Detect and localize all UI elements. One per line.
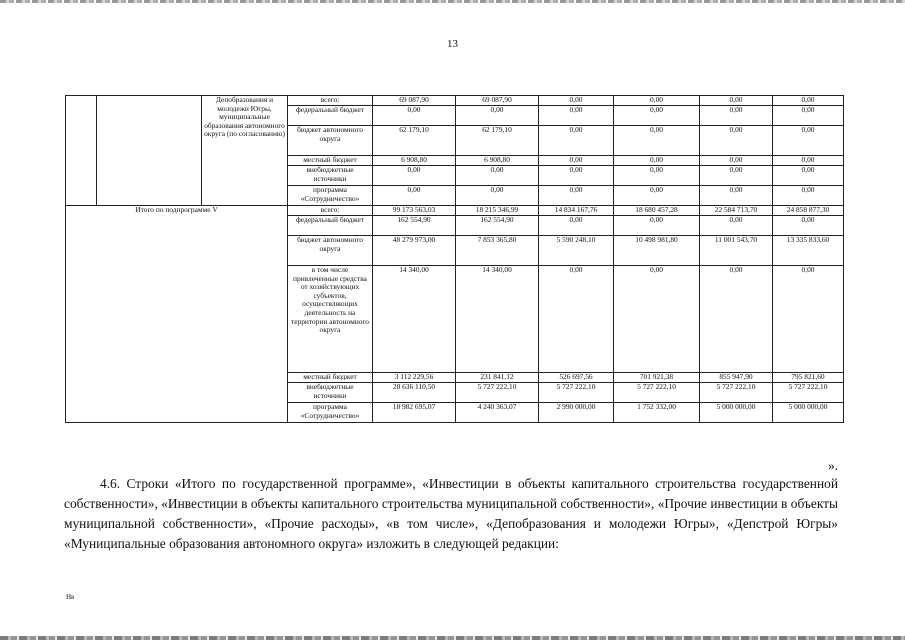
amount-cell: 0,00 <box>700 126 773 156</box>
amount-cell: 48 279 973,00 <box>373 236 456 266</box>
amount-cell: 0,00 <box>614 96 700 106</box>
amount-cell: 0,00 <box>614 216 700 236</box>
amount-cell: 14 340,00 <box>373 266 456 373</box>
amount-cell: 0,00 <box>700 186 773 206</box>
amount-cell: 14 834 167,76 <box>539 206 614 216</box>
amount-cell: 0,00 <box>614 186 700 206</box>
funding-source-cell: всего: <box>288 206 373 216</box>
funding-source-cell: программа «Сотрудничество» <box>288 403 373 423</box>
amount-cell: 18 982 695,07 <box>373 403 456 423</box>
subprogram-total-label: Итого по подпрограмме V <box>66 206 288 423</box>
amount-cell: 0,00 <box>700 216 773 236</box>
amount-cell: 5 727 222,10 <box>456 383 539 403</box>
amount-cell: 0,00 <box>539 216 614 236</box>
funding-source-cell: федеральный бюджет <box>288 106 373 126</box>
amount-cell: 0,00 <box>773 266 844 373</box>
table-row <box>66 96 844 106</box>
amount-cell: 0,00 <box>614 156 700 166</box>
amount-cell: 69 087,90 <box>456 96 539 106</box>
amount-cell: 3 112 229,56 <box>373 373 456 383</box>
funding-source-cell: программа «Сотрудничество» <box>288 186 373 206</box>
funding-source-cell: бюджет автономного округа <box>288 126 373 156</box>
amount-cell: 99 173 563,03 <box>373 206 456 216</box>
amount-cell: 10 498 981,80 <box>614 236 700 266</box>
amount-cell: 855 947,90 <box>700 373 773 383</box>
funding-source-cell: местный бюджет <box>288 156 373 166</box>
scan-edge-top <box>0 0 905 3</box>
amount-cell: 0,00 <box>773 96 844 106</box>
amount-cell: 0,00 <box>773 106 844 126</box>
amount-cell: 0,00 <box>539 266 614 373</box>
amendment-paragraph: 4.6. Строки «Итого по государственной программе», «Инвестиции в объекты капитального строительства государственной собственности», «Инвестиции в объекты капитального строительства муниципальной собственности», «Прочие инвестиции в объекты муниципальной собственности», «Прочие расходы», «в том числе», «Депобразования и молодежи Югры», «Депстрой Югры» «Муниципальные образования автономного округа» изложить в следующей редакции: <box>64 476 838 551</box>
amount-cell: 24 858 877,30 <box>773 206 844 216</box>
funding-source-cell: местный бюджет <box>288 373 373 383</box>
amount-cell: 6 908,80 <box>373 156 456 166</box>
amount-cell: 0,00 <box>539 186 614 206</box>
amount-cell: 62 179,10 <box>456 126 539 156</box>
amount-cell: 0,00 <box>373 186 456 206</box>
budget-table <box>65 95 844 423</box>
blank-cell <box>66 96 97 206</box>
funding-source-cell: бюджет автономного округа <box>288 236 373 266</box>
amount-cell: 2 990 000,00 <box>539 403 614 423</box>
amount-cell: 5 727 222,10 <box>614 383 700 403</box>
amount-cell: 0,00 <box>700 96 773 106</box>
amount-cell: 0,00 <box>700 106 773 126</box>
funding-source-cell: внебюджетные источники <box>288 166 373 186</box>
amount-cell: 231 841,12 <box>456 373 539 383</box>
amount-cell: 5 000 000,00 <box>700 403 773 423</box>
scan-edge-bottom <box>0 636 905 640</box>
amount-cell: 0,00 <box>700 156 773 166</box>
funding-source-cell: всего: <box>288 96 373 106</box>
page-number: 13 <box>447 38 458 50</box>
table-row <box>66 206 844 216</box>
amount-cell: 6 908,80 <box>456 156 539 166</box>
funding-source-cell: в том числе привлеченные средства от хозяйствующих субъектов, осуществляющих деятельность на территории автономного округа <box>288 266 373 373</box>
amount-cell: 162 554,90 <box>456 216 539 236</box>
amount-cell: 18 215 346,99 <box>456 206 539 216</box>
amount-cell: 0,00 <box>700 266 773 373</box>
responsible-entity-cell: Депобразования и молодежи Югры, муниципальные образования автономного округа (по согласованию) <box>202 96 288 206</box>
amount-cell: 5 727 222,10 <box>773 383 844 403</box>
amount-cell: 526 697,56 <box>539 373 614 383</box>
funding-source-cell: внебюджетные источники <box>288 383 373 403</box>
closing-quote: ». <box>827 458 838 473</box>
blank-cell <box>97 96 202 206</box>
amount-cell: 0,00 <box>373 106 456 126</box>
amount-cell: 0,00 <box>700 166 773 186</box>
funding-source-cell: федеральный бюджет <box>288 216 373 236</box>
amount-cell: 795 821,60 <box>773 373 844 383</box>
amount-cell: 4 240 363,07 <box>456 403 539 423</box>
amount-cell: 18 680 457,28 <box>614 206 700 216</box>
amount-cell: 7 853 365,80 <box>456 236 539 266</box>
amount-cell: 0,00 <box>456 166 539 186</box>
amount-cell: 69 087,90 <box>373 96 456 106</box>
amount-cell: 5 727 222,10 <box>700 383 773 403</box>
amount-cell: 0,00 <box>539 106 614 126</box>
amount-cell: 0,00 <box>539 96 614 106</box>
amount-cell: 0,00 <box>773 156 844 166</box>
amount-cell: 0,00 <box>614 266 700 373</box>
amount-cell: 162 554,90 <box>373 216 456 236</box>
amount-cell: 0,00 <box>614 106 700 126</box>
amount-cell: 0,00 <box>614 126 700 156</box>
amount-cell: 701 921,38 <box>614 373 700 383</box>
amount-cell: 62 179,10 <box>373 126 456 156</box>
amount-cell: 22 584 713,70 <box>700 206 773 216</box>
amount-cell: 0,00 <box>773 166 844 186</box>
amount-cell: 0,00 <box>773 186 844 206</box>
amount-cell: 0,00 <box>539 156 614 166</box>
amount-cell: 0,00 <box>773 216 844 236</box>
amount-cell: 13 335 833,60 <box>773 236 844 266</box>
amount-cell: 0,00 <box>539 126 614 156</box>
amount-cell: 0,00 <box>373 166 456 186</box>
amount-cell: 0,00 <box>539 166 614 186</box>
amount-cell: 0,00 <box>456 106 539 126</box>
amount-cell: 0,00 <box>773 126 844 156</box>
amount-cell: 14 340,00 <box>456 266 539 373</box>
amount-cell: 0,00 <box>614 166 700 186</box>
amount-cell: 5 000 000,00 <box>773 403 844 423</box>
amount-cell: 1 752 332,00 <box>614 403 700 423</box>
amount-cell: 11 001 543,70 <box>700 236 773 266</box>
amount-cell: 0,00 <box>456 186 539 206</box>
amount-cell: 28 636 110,50 <box>373 383 456 403</box>
amount-cell: 5 590 248,10 <box>539 236 614 266</box>
amount-cell: 5 727 222,10 <box>539 383 614 403</box>
footer-initials: Нв <box>66 593 75 601</box>
